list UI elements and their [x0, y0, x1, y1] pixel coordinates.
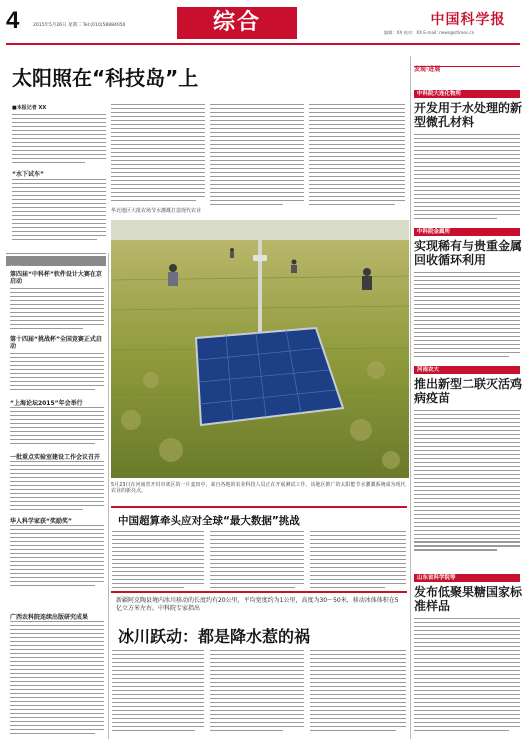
section-title: 综合 — [212, 10, 261, 35]
lead-text-col4 — [309, 104, 405, 208]
brand-logo — [420, 9, 516, 29]
briefs-top-rule — [6, 253, 106, 254]
sidebar-headline: 推出新型二联灭活鸡病疫苗 — [414, 377, 523, 405]
sidebar-section-tag: 中科院金属所 — [414, 228, 520, 236]
sidebar-section-tag: 山东省科学院等 — [414, 574, 520, 582]
masthead-title: 中国科学报 — [430, 12, 506, 28]
sidebar-section-tag: 河南农大 — [414, 366, 520, 374]
brief-text — [10, 461, 104, 513]
glacier-headline: 冰川跃动：都是降水惹的祸 — [118, 627, 311, 646]
briefs-title: 简讯 — [10, 266, 23, 273]
brief-text — [10, 621, 104, 737]
brief-headline: “上海论坛2015”年会举行 — [10, 400, 83, 407]
lead-text-col2 — [111, 104, 205, 204]
lead-subhead: “水下试车” — [12, 171, 44, 178]
supercomputer-headline: 中国超算牵头应对全球“最大数据”挑战 — [118, 515, 300, 527]
supercomputer-col2 — [210, 531, 304, 591]
wheat-field-solar-panel-image — [111, 220, 409, 478]
header-rule — [6, 43, 520, 45]
sidebar-text — [414, 272, 520, 360]
brief-text — [10, 525, 104, 589]
briefs-title-bar — [6, 256, 106, 273]
column-divider — [410, 56, 411, 739]
article-rule — [111, 591, 407, 593]
glacier-col2 — [210, 650, 304, 734]
sidebar-text — [414, 134, 520, 222]
lead-photo-caption: 5月23日在河南省开封市郊区的一片麦田中，来自各地的农业科技人员正在开展测试工作。该地区推广的太阳能节水灌溉系统成为现代农业的新亮点。 — [111, 482, 406, 494]
brief-headline: 第十四届“挑战杯”全国竞赛正式启动 — [10, 336, 102, 350]
column-divider — [108, 253, 109, 739]
brief-headline: 华人科学家获“奖励奖” — [10, 518, 72, 525]
issue-meta: 2015年5月26日 星期二 Tel:(010)58884050 — [33, 23, 126, 28]
supercomputer-col3 — [310, 531, 406, 591]
brief-headline: 一批重点实验室建设工作会议召开 — [10, 454, 101, 461]
sidebar-text — [414, 410, 520, 553]
sidebar-text — [414, 618, 520, 734]
editor-info: 编辑：XX 校对：XX E-mail: news@stimes.cn — [384, 30, 475, 35]
lead-text-col1 — [12, 114, 106, 166]
brief-text — [10, 288, 104, 332]
lead-photo-caption-left: 华北地区大批农场节水灌溉打造现代农业 — [111, 208, 202, 214]
section-tab — [177, 7, 297, 39]
sidebar-headline: 实现稀有与贵重金属回收循环利用 — [414, 239, 523, 267]
brief-text — [10, 353, 104, 393]
lead-headline: 太阳照在“科技岛”上 — [12, 66, 199, 90]
lead-byline: ■本报记者 XX — [12, 105, 47, 111]
glacier-col1 — [112, 650, 204, 734]
brief-text — [10, 407, 104, 447]
sidebar-column-label — [414, 56, 520, 73]
brief-headline: 广西农科院连续出版研究成果 — [10, 614, 89, 621]
page-number: 4 — [6, 7, 20, 34]
sidebar-headline: 发布低聚果糖国家标准样品 — [414, 585, 523, 613]
lead-photo — [111, 220, 409, 478]
article-rule — [111, 506, 407, 508]
sidebar-section-tag: 中科院大连化物所 — [414, 90, 520, 98]
lead-text-col3 — [210, 104, 304, 208]
brief-headline: 第四届“中科杯”软件设计大赛在京启动 — [10, 271, 102, 285]
glacier-col3 — [310, 650, 406, 734]
lead-text-col1b — [12, 179, 106, 243]
supercomputer-col1 — [112, 531, 204, 591]
sidebar-headline: 开发用于水处理的新型微孔材料 — [414, 101, 523, 129]
glacier-deck: 新疆阿克陶县境内冰川移动的长度约有20公里，平均宽度约为1公里，高度为30～50米，移动冰体体积在5亿立方米左右。中科院专家指出 — [116, 597, 399, 612]
sidebar-column-title: 发现·进展 — [414, 66, 441, 73]
